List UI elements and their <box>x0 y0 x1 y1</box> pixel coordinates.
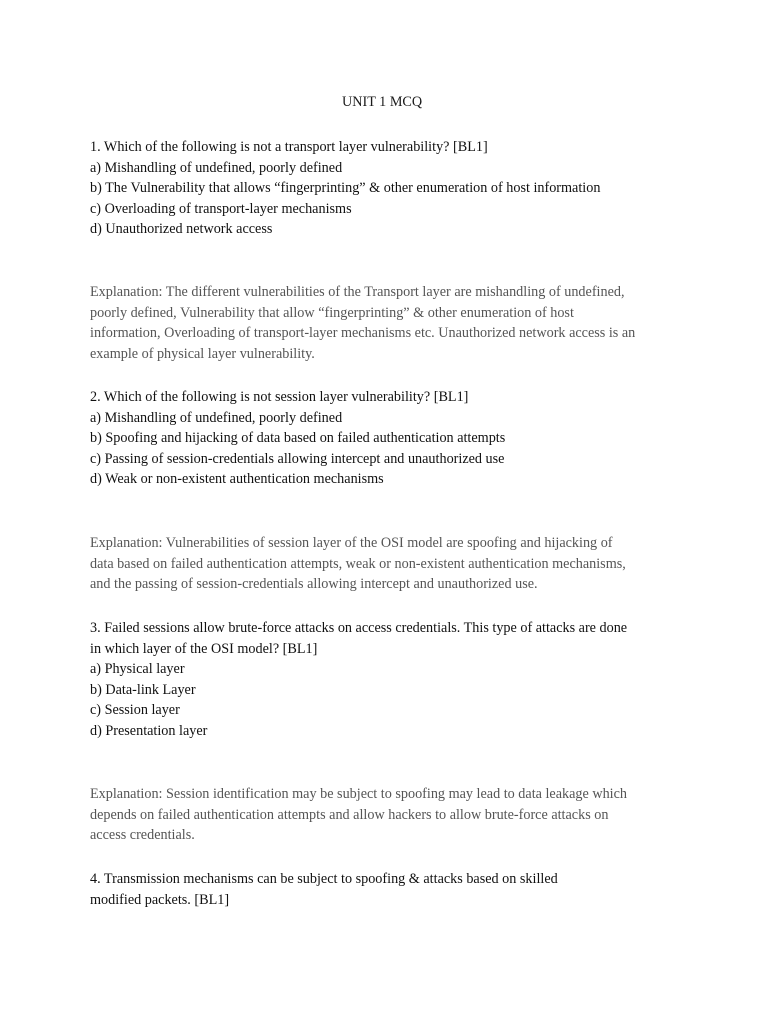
explanation-line: example of physical layer vulnerability. <box>90 345 315 362</box>
explanation-1 <box>90 282 680 364</box>
option-b: b) Spoofing and hijacking of data based on failed authentication attempts <box>90 430 506 447</box>
option-d: d) Weak or non-existent authentication mechanisms <box>90 471 384 488</box>
question-1 <box>90 137 680 240</box>
question-text: 4. Transmission mechanisms can be subject to spoofing & attacks based on skilled <box>90 871 558 887</box>
question-text: 2. Which of the following is not session layer vulnerability? [BL1] <box>90 389 469 405</box>
question-4 <box>90 869 680 910</box>
option-a: a) Mishandling of undefined, poorly defined <box>90 409 343 426</box>
explanation-line: Explanation: Session identification may be subject to spoofing may lead to data leakage which <box>90 786 628 802</box>
explanation-2 <box>90 533 680 595</box>
option-c: c) Overloading of transport-layer mechanisms <box>90 200 352 217</box>
option-c: c) Passing of session-credentials allowing intercept and unauthorized use <box>90 450 505 467</box>
explanation-line: poorly defined, Vulnerability that allow “fingerprinting” & other enumeration of host <box>90 304 574 321</box>
explanation-line: data based on failed authentication attempts, weak or non-existent authentication mechanisms, <box>90 555 626 572</box>
option-a: a) Physical layer <box>90 661 185 678</box>
explanation-3 <box>90 784 680 846</box>
page-title: UNIT 1 MCQ <box>342 94 423 110</box>
explanation-line: depends on failed authentication attempts and allow hackers to allow brute-force attacks on <box>90 806 609 823</box>
question-2 <box>90 387 680 490</box>
question-text: 3. Failed sessions allow brute-force attacks on access credentials. This type of attacks are done <box>90 620 628 636</box>
option-c: c) Session layer <box>90 702 180 719</box>
explanation-line: Explanation: The different vulnerabilities of the Transport layer are mishandling of undefined, <box>90 284 625 300</box>
option-b: b) Data-link Layer <box>90 681 196 698</box>
option-d: d) Presentation layer <box>90 722 208 739</box>
option-d: d) Unauthorized network access <box>90 221 273 238</box>
option-b: b) The Vulnerability that allows “fingerprinting” & other enumeration of host information <box>90 180 601 197</box>
question-text: in which layer of the OSI model? [BL1] <box>90 640 318 657</box>
explanation-line: information, Overloading of transport-layer mechanisms etc. Unauthorized network access is an <box>90 325 636 342</box>
explanation-line: and the passing of session-credentials allowing intercept and unauthorized use. <box>90 576 538 593</box>
question-3 <box>90 618 680 742</box>
question-text: 1. Which of the following is not a transport layer vulnerability? [BL1] <box>90 139 488 155</box>
explanation-line: Explanation: Vulnerabilities of session layer of the OSI model are spoofing and hijacking of <box>90 535 613 551</box>
question-text: modified packets. [BL1] <box>90 891 230 908</box>
option-a: a) Mishandling of undefined, poorly defined <box>90 159 343 176</box>
explanation-line: access credentials. <box>90 827 195 844</box>
